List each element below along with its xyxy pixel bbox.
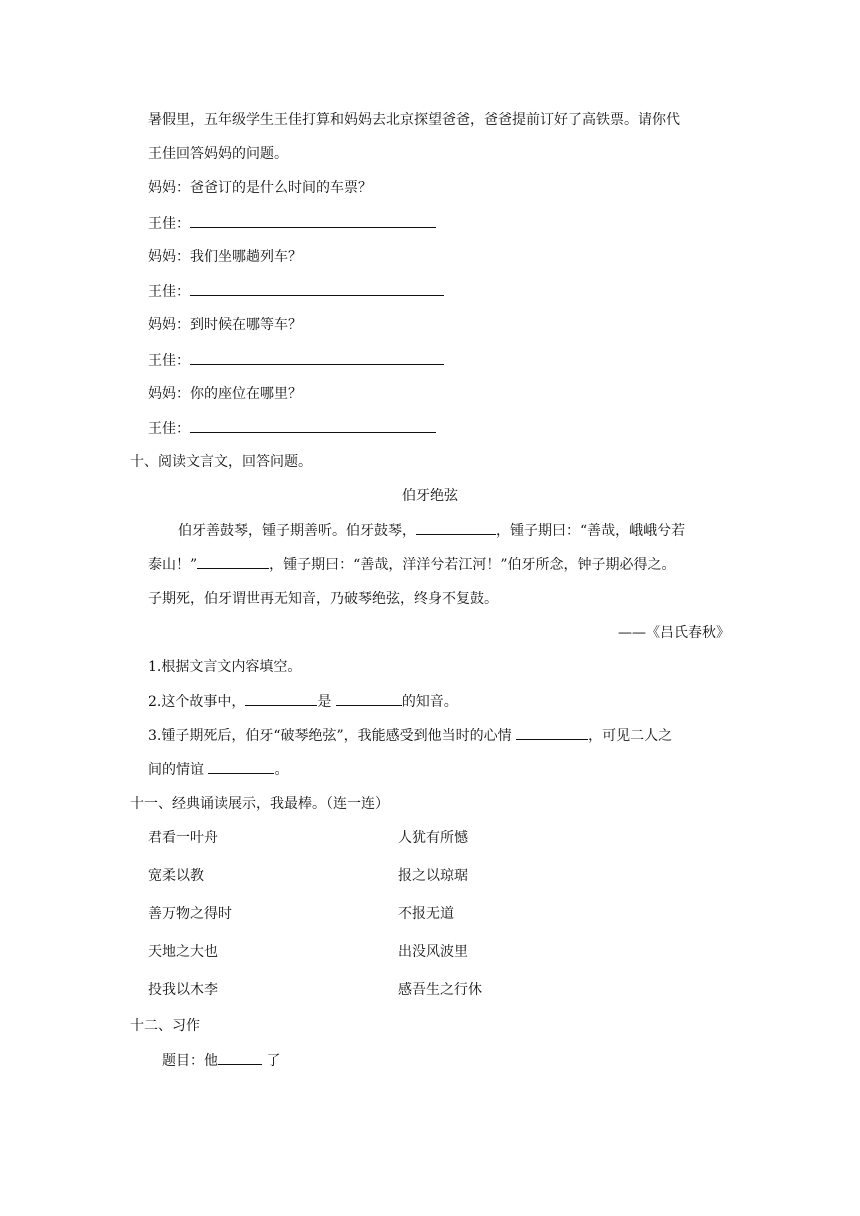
passage-text: ，锺子期曰：“善哉，峨峨兮若 xyxy=(496,523,686,539)
mom-question-3: 妈妈：到时候在哪等车？ xyxy=(148,317,302,333)
question-2 xyxy=(148,691,458,712)
mom-question-1: 妈妈：爸爸订的是什么时间的车票？ xyxy=(148,180,372,196)
match-right-1[interactable]: 人犹有所憾 xyxy=(398,830,468,846)
question-text: ，可见二人之 xyxy=(588,728,673,744)
mom-question-2: 妈妈：我们坐哪趟列车？ xyxy=(148,249,302,265)
essay-title-blank[interactable] xyxy=(218,1050,262,1065)
passage-blank-2[interactable] xyxy=(197,554,269,569)
question-text: 的知音。 xyxy=(401,694,458,710)
passage-line-2 xyxy=(148,554,676,575)
section-11-heading: 十一、经典诵读展示，我最棒。（连一连） xyxy=(130,796,389,812)
essay-prompt-text: 了 xyxy=(266,1053,281,1069)
passage-title: 伯牙绝弦 xyxy=(402,488,458,504)
essay-prompt xyxy=(162,1050,280,1071)
question-2-blank-1[interactable] xyxy=(245,691,317,706)
question-3-line-1 xyxy=(148,725,672,746)
mom-question-4: 妈妈：你的座位在哪里？ xyxy=(148,386,302,402)
intro-line-2: 王佳回答妈妈的问题。 xyxy=(148,146,288,162)
answer-blank-3[interactable] xyxy=(190,350,444,365)
passage-text: ，锺子期曰：“善哉，洋洋兮若江河！”伯牙所念，钟子期必得之。 xyxy=(269,557,676,573)
answer-blank-2[interactable] xyxy=(190,281,444,296)
answer-blank-1[interactable] xyxy=(190,213,436,228)
match-left-4[interactable]: 天地之大也 xyxy=(148,944,218,960)
essay-prompt-text: 题目：他 xyxy=(162,1053,218,1069)
question-text: 2.这个故事中， xyxy=(148,694,246,710)
match-right-4[interactable]: 出没风波里 xyxy=(398,944,468,960)
question-3-line-2 xyxy=(148,759,288,780)
question-3-blank-2[interactable] xyxy=(208,759,274,774)
intro-line-1: 暑假里，五年级学生王佳打算和妈妈去北京探望爸爸，爸爸提前订好了高铁票。请你代 xyxy=(148,112,680,128)
wang-label: 王佳： xyxy=(148,421,190,437)
question-1: 1.根据文言文内容填空。 xyxy=(148,659,302,675)
match-left-5[interactable]: 投我以木李 xyxy=(148,982,218,998)
answer-blank-4[interactable] xyxy=(190,418,436,433)
question-2-blank-2[interactable] xyxy=(336,691,402,706)
wang-answer-2 xyxy=(148,281,444,302)
wang-answer-1 xyxy=(148,213,436,234)
question-3-blank-1[interactable] xyxy=(516,725,588,740)
match-left-2[interactable]: 宽柔以教 xyxy=(148,868,204,884)
match-right-3[interactable]: 不报无道 xyxy=(398,906,454,922)
passage-line-3: 子期死，伯牙谓世再无知音，乃破琴绝弦，终身不复鼓。 xyxy=(148,591,498,607)
match-right-2[interactable]: 报之以琼琚 xyxy=(398,868,468,884)
match-left-1[interactable]: 君看一叶舟 xyxy=(148,830,218,846)
passage-text: 伯牙善鼓琴，锺子期善听。伯牙鼓琴， xyxy=(178,523,416,539)
question-text: 。 xyxy=(274,762,289,778)
wang-label: 王佳： xyxy=(148,284,190,300)
question-text: 间的情谊 xyxy=(148,762,204,778)
match-left-3[interactable]: 善万物之得时 xyxy=(148,906,232,922)
wang-label: 王佳： xyxy=(148,216,190,232)
passage-text: 泰山！” xyxy=(148,557,198,573)
passage-line-1 xyxy=(178,520,685,541)
passage-blank-1[interactable] xyxy=(416,520,496,535)
section-10-heading: 十、阅读文言文，回答问题。 xyxy=(130,454,312,470)
question-text: 3.锺子期死后，伯牙“破琴绝弦”，我能感受到他当时的心情 xyxy=(148,728,512,744)
match-right-5[interactable]: 感吾生之行休 xyxy=(398,982,482,998)
wang-label: 王佳： xyxy=(148,353,190,369)
question-text: 是 xyxy=(317,694,332,710)
wang-answer-4 xyxy=(148,418,436,439)
passage-source: ——《吕氏春秋》 xyxy=(618,625,730,641)
section-12-heading: 十二、习作 xyxy=(130,1018,200,1034)
wang-answer-3 xyxy=(148,350,444,371)
